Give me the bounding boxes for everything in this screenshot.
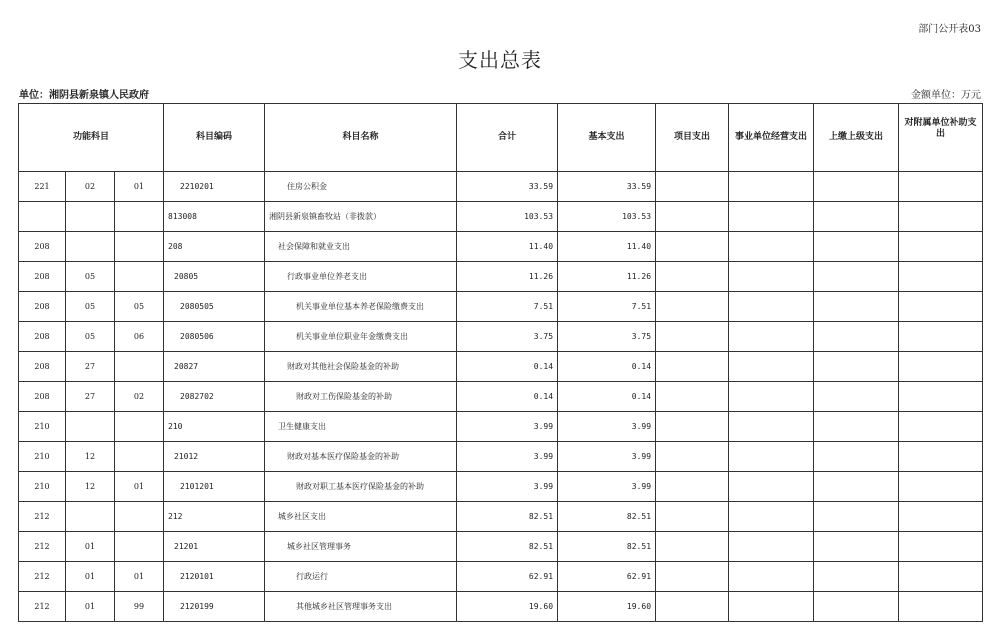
cell-subsidy [899,592,983,622]
cell-remit [814,382,899,412]
table-row [19,322,983,352]
cell-total: 3.99 [457,412,558,442]
cell-item: 02 [66,172,115,202]
cell-subject-name: 城乡社区管理事务 [265,532,457,562]
cell-basic: 33.59 [558,172,656,202]
cell-business [729,412,814,442]
cell-total: 3.75 [457,322,558,352]
cell-basic: 3.75 [558,322,656,352]
cell-total: 82.51 [457,532,558,562]
amount-unit: 金额单位：万元 [911,90,981,101]
cell-subsidy [899,322,983,352]
cell-remit [814,472,899,502]
cell-project [656,352,729,382]
cell-subitem: 06 [115,322,164,352]
cell-subject-name: 财政对基本医疗保险基金的补助 [265,442,457,472]
cell-item: 05 [66,262,115,292]
table-row [19,172,983,202]
cell-item: 12 [66,472,115,502]
cell-total: 7.51 [457,292,558,322]
cell-total: 3.99 [457,442,558,472]
cell-basic: 7.51 [558,292,656,322]
cell-basic: 3.99 [558,442,656,472]
cell-basic: 3.99 [558,412,656,442]
cell-business [729,592,814,622]
form-number: 部门公开表03 [918,24,981,35]
cell-business [729,382,814,412]
cell-subitem: 05 [115,292,164,322]
cell-total: 0.14 [457,382,558,412]
cell-subitem: 01 [115,472,164,502]
cell-subject-name: 卫生健康支出 [265,412,457,442]
cell-class: 221 [19,172,66,202]
cell-business [729,232,814,262]
cell-subitem: 99 [115,592,164,622]
cell-item [66,232,115,262]
cell-item [66,202,115,232]
cell-class: 210 [19,472,66,502]
cell-subject-code: 2120199 [164,592,265,622]
cell-remit [814,292,899,322]
cell-basic: 11.40 [558,232,656,262]
cell-subitem [115,352,164,382]
cell-business [729,562,814,592]
cell-total: 11.40 [457,232,558,262]
cell-subject-code: 2080505 [164,292,265,322]
cell-subject-name: 机关事业单位职业年金缴费支出 [265,322,457,352]
cell-class: 212 [19,502,66,532]
cell-business [729,172,814,202]
cell-subject-name: 住房公积金 [265,172,457,202]
cell-project [656,532,729,562]
cell-total: 19.60 [457,592,558,622]
cell-remit [814,202,899,232]
table-row [19,412,983,442]
cell-subject-name: 行政事业单位养老支出 [265,262,457,292]
table-row [19,472,983,502]
cell-remit [814,562,899,592]
table-row [19,262,983,292]
cell-project [656,442,729,472]
cell-basic: 0.14 [558,382,656,412]
cell-basic: 82.51 [558,502,656,532]
cell-class: 208 [19,292,66,322]
cell-remit [814,412,899,442]
cell-remit [814,232,899,262]
cell-project [656,292,729,322]
cell-item: 01 [66,532,115,562]
table-row [19,232,983,262]
cell-total: 82.51 [457,502,558,532]
cell-subitem [115,232,164,262]
cell-subitem: 01 [115,562,164,592]
cell-subsidy [899,502,983,532]
cell-subject-name: 社会保障和就业支出 [265,232,457,262]
cell-item: 05 [66,292,115,322]
cell-subject-code: 20827 [164,352,265,382]
cell-subject-code: 2082702 [164,382,265,412]
cell-remit [814,442,899,472]
cell-subject-code: 813008 [164,202,265,232]
cell-subject-name: 城乡社区支出 [265,502,457,532]
cell-project [656,172,729,202]
cell-subitem [115,442,164,472]
cell-subsidy [899,172,983,202]
cell-project [656,262,729,292]
cell-total: 33.59 [457,172,558,202]
cell-project [656,472,729,502]
table-row [19,562,983,592]
cell-project [656,592,729,622]
header-basic: 基本支出 [558,104,656,172]
cell-class: 210 [19,412,66,442]
table-row [19,532,983,562]
table-row [19,202,983,232]
cell-project [656,562,729,592]
cell-subsidy [899,442,983,472]
cell-subitem [115,202,164,232]
expenditure-table [18,103,983,622]
cell-subsidy [899,232,983,262]
cell-business [729,442,814,472]
cell-remit [814,592,899,622]
header-business: 事业单位经营支出 [729,104,814,172]
cell-basic: 0.14 [558,352,656,382]
cell-remit [814,262,899,292]
cell-class: 212 [19,562,66,592]
cell-class: 208 [19,382,66,412]
cell-subject-code: 20805 [164,262,265,292]
table-header-row [19,104,983,172]
header-project: 项目支出 [656,104,729,172]
cell-business [729,262,814,292]
table-row [19,352,983,382]
header-subject-name: 科目名称 [265,104,457,172]
cell-total: 62.91 [457,562,558,592]
cell-remit [814,532,899,562]
cell-subsidy [899,562,983,592]
header-subject-code: 科目编码 [164,104,265,172]
cell-class: 208 [19,262,66,292]
cell-item [66,412,115,442]
cell-subject-code: 212 [164,502,265,532]
cell-subject-code: 210 [164,412,265,442]
cell-project [656,202,729,232]
header-total: 合计 [457,104,558,172]
cell-subitem [115,412,164,442]
cell-subsidy [899,352,983,382]
table-row [19,292,983,322]
cell-subject-code: 2101201 [164,472,265,502]
cell-basic: 19.60 [558,592,656,622]
table-row [19,382,983,412]
cell-subject-code: 208 [164,232,265,262]
cell-basic: 103.53 [558,202,656,232]
cell-item: 27 [66,352,115,382]
reporting-unit: 单位：湘阴县新泉镇人民政府 [19,90,149,101]
cell-class: 210 [19,442,66,472]
cell-subject-name: 其他城乡社区管理事务支出 [265,592,457,622]
cell-project [656,502,729,532]
cell-subsidy [899,262,983,292]
cell-remit [814,502,899,532]
cell-project [656,412,729,442]
cell-subject-code: 21012 [164,442,265,472]
cell-subitem [115,532,164,562]
page-title: 支出总表 [458,48,542,72]
cell-basic: 11.26 [558,262,656,292]
cell-business [729,502,814,532]
cell-subject-name: 财政对其他社会保险基金的补助 [265,352,457,382]
cell-business [729,202,814,232]
cell-subitem: 01 [115,172,164,202]
cell-remit [814,352,899,382]
cell-business [729,292,814,322]
cell-business [729,322,814,352]
cell-class: 212 [19,592,66,622]
cell-subsidy [899,202,983,232]
cell-subsidy [899,532,983,562]
cell-subject-code: 21201 [164,532,265,562]
header-func-subject: 功能科目 [19,104,164,172]
cell-basic: 82.51 [558,532,656,562]
cell-subject-code: 2210201 [164,172,265,202]
cell-class: 212 [19,532,66,562]
cell-total: 11.26 [457,262,558,292]
cell-subsidy [899,382,983,412]
cell-project [656,232,729,262]
table-row [19,592,983,622]
cell-remit [814,322,899,352]
cell-class: 208 [19,232,66,262]
cell-subsidy [899,292,983,322]
cell-basic: 62.91 [558,562,656,592]
cell-item: 01 [66,592,115,622]
cell-subsidy [899,412,983,442]
cell-business [729,352,814,382]
cell-subject-name: 机关事业单位基本养老保险缴费支出 [265,292,457,322]
cell-basic: 3.99 [558,472,656,502]
cell-business [729,472,814,502]
cell-project [656,322,729,352]
cell-item: 12 [66,442,115,472]
cell-subject-code: 2080506 [164,322,265,352]
cell-item: 27 [66,382,115,412]
cell-item [66,502,115,532]
cell-class: 208 [19,322,66,352]
table-row [19,502,983,532]
cell-class [19,202,66,232]
cell-total: 3.99 [457,472,558,502]
cell-remit [814,172,899,202]
cell-subject-code: 2120101 [164,562,265,592]
cell-subitem [115,502,164,532]
cell-total: 0.14 [457,352,558,382]
header-remit: 上缴上级支出 [814,104,899,172]
cell-subject-name: 湘阴县新泉镇畜牧站（非拨款） [265,202,457,232]
cell-subitem [115,262,164,292]
cell-item: 05 [66,322,115,352]
cell-project [656,382,729,412]
cell-business [729,532,814,562]
cell-subject-name: 财政对职工基本医疗保险基金的补助 [265,472,457,502]
cell-total: 103.53 [457,202,558,232]
cell-subject-name: 财政对工伤保险基金的补助 [265,382,457,412]
cell-subject-name: 行政运行 [265,562,457,592]
header-subsidy: 对附属单位补助支出 [899,104,983,172]
cell-subitem: 02 [115,382,164,412]
cell-class: 208 [19,352,66,382]
cell-subsidy [899,472,983,502]
table-row [19,442,983,472]
cell-item: 01 [66,562,115,592]
